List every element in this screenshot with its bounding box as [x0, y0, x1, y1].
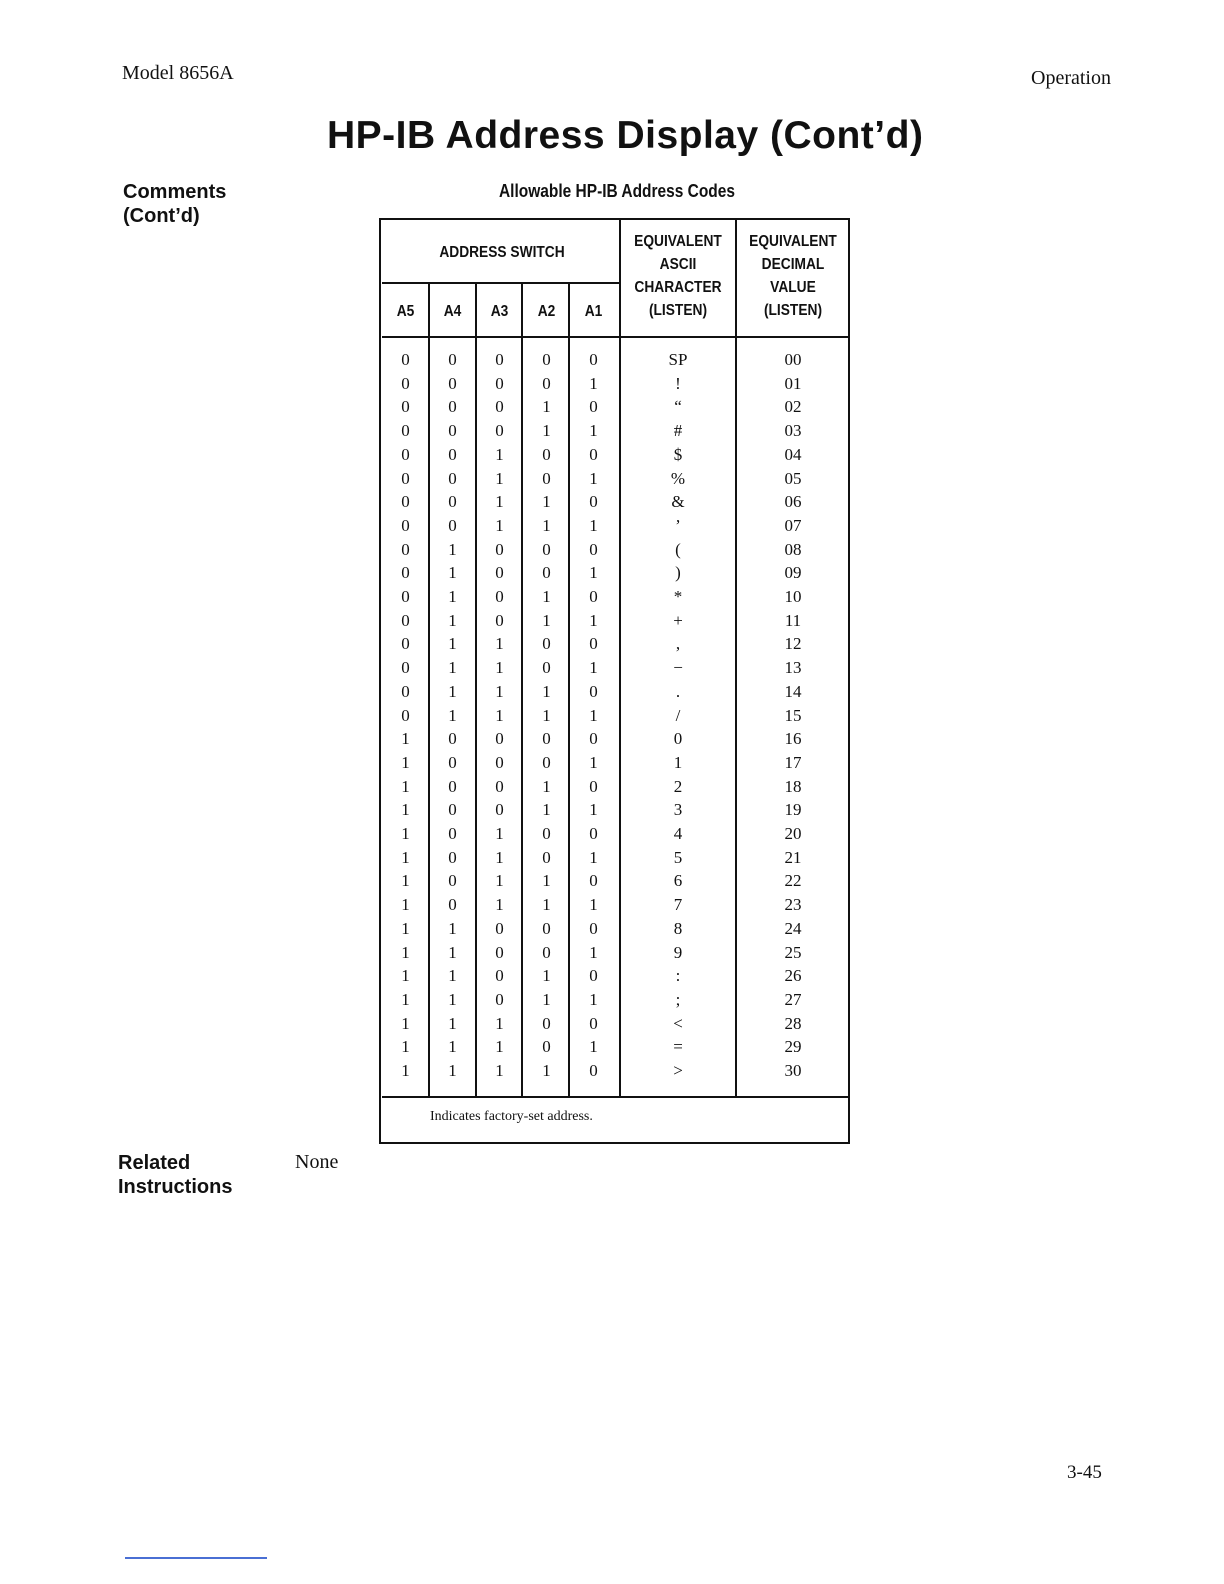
bit-cell-a1: 1	[589, 989, 598, 1009]
bit-cell-a4: 1	[448, 587, 457, 606]
decimal-cell: 16	[784, 729, 802, 749]
bit-cell-a2: 1	[542, 587, 551, 606]
ascii-cell: &	[671, 492, 685, 512]
decimal-cell: 03	[784, 421, 802, 441]
decimal-cell: 30	[784, 1061, 802, 1080]
ascii-cell: *	[673, 587, 683, 606]
bit-cell-a5: 1	[401, 942, 410, 962]
page-number: 3-45	[1067, 1462, 1102, 1483]
bit-cell-a4: 0	[448, 373, 457, 393]
table-footnote: Indicates factory-set address.	[430, 1109, 593, 1124]
bit-cell-a4: 0	[448, 871, 457, 891]
bit-cell-a4: 0	[448, 421, 457, 441]
bit-cell-a1: 1	[589, 610, 598, 630]
ascii-cell: SP	[668, 350, 688, 369]
ascii-cell: $	[673, 444, 683, 464]
ascii-cell: (	[675, 539, 681, 559]
bit-cell-a2: 0	[542, 468, 551, 488]
bit-cell-a5: 1	[401, 966, 410, 986]
bit-cell-a3: 0	[495, 776, 504, 796]
bit-cell-a5: 1	[401, 776, 410, 796]
bit-cell-a3: 1	[495, 634, 504, 654]
bit-cell-a1: 1	[589, 1037, 598, 1057]
decimal-cell: 06	[784, 492, 802, 512]
decimal-cell: 21	[784, 847, 802, 867]
bit-cell-a2: 1	[542, 871, 551, 891]
bit-cell-a2: 0	[542, 824, 551, 843]
bit-cell-a2: 0	[542, 563, 551, 583]
bit-cell-a2: 1	[542, 515, 551, 535]
bit-cell-a4: 0	[448, 397, 457, 417]
bit-cell-a1: 1	[589, 515, 598, 535]
bit-cell-a5: 1	[401, 1037, 410, 1057]
bit-cell-a2: 0	[542, 539, 551, 559]
bit-cell-a3: 0	[495, 729, 504, 749]
decimal-header	[744, 230, 842, 322]
bit-cell-a5: 1	[401, 824, 410, 843]
decimal-cell: 12	[784, 634, 802, 654]
bit-cell-a3: 1	[495, 1013, 504, 1033]
related-heading	[118, 1151, 232, 1199]
decimal-cell: 00	[784, 350, 802, 369]
bit-cell-a5: 1	[401, 847, 410, 867]
bit-cell-a5: 0	[401, 373, 410, 393]
bit-cell-a3: 0	[495, 752, 504, 772]
bit-cell-a5: 0	[401, 444, 410, 464]
decimal-cell: 08	[784, 539, 802, 559]
ascii-cell: )	[675, 563, 681, 583]
bit-cell-a1: 0	[589, 776, 598, 796]
col-header-a2: A2	[537, 303, 556, 320]
bit-cell-a5: 1	[401, 1061, 410, 1080]
decimal-cell: 04	[784, 444, 802, 464]
ascii-cell: −	[673, 658, 683, 678]
bit-cell-a4: 0	[448, 492, 457, 512]
body-bottom-rule	[382, 1096, 848, 1098]
bit-cell-a3: 1	[495, 444, 504, 464]
bit-cell-a1: 1	[589, 705, 598, 725]
bit-cell-a5: 0	[401, 421, 410, 441]
section-label: Operation	[1031, 67, 1111, 89]
decimal-cell: 01	[784, 373, 802, 393]
bit-cell-a1: 0	[589, 634, 598, 654]
bit-cell-a4: 1	[448, 966, 457, 986]
bit-cell-a1: 1	[589, 468, 598, 488]
ascii-cell: %	[670, 468, 686, 488]
decimal-cell: 27	[784, 989, 802, 1009]
bit-cell-a1: 1	[589, 800, 598, 820]
footer-rule	[125, 1557, 267, 1559]
bit-cell-a1: 1	[589, 421, 598, 441]
comments-heading-line1: Comments	[123, 181, 227, 203]
decimal-cell: 23	[784, 895, 802, 915]
ascii-cell: =	[673, 1037, 683, 1057]
bit-cell-a2: 0	[542, 918, 551, 938]
decimal-cell: 24	[784, 918, 802, 938]
bit-cell-a2: 0	[542, 729, 551, 749]
ascii-header-line1: EQUIVALENT	[634, 233, 722, 250]
bit-cell-a2: 1	[542, 966, 551, 986]
bit-cell-a5: 1	[401, 752, 410, 772]
bit-cell-a5: 1	[401, 918, 410, 938]
bit-cell-a4: 1	[448, 705, 457, 725]
page-title: HP-IB Address Display (Cont’d)	[327, 114, 924, 157]
bit-cell-a4: 0	[448, 776, 457, 796]
bit-cell-a5: 0	[401, 350, 410, 369]
bit-cell-a2: 1	[542, 705, 551, 725]
bit-cell-a3: 0	[495, 563, 504, 583]
comments-heading	[123, 180, 226, 228]
ascii-cell: ,	[675, 634, 681, 654]
bit-cell-a2: 1	[542, 1061, 551, 1080]
decimal-cell: 14	[784, 681, 802, 701]
bit-cell-a3: 1	[495, 681, 504, 701]
bit-cell-a1: 0	[589, 966, 598, 986]
bit-cell-a2: 0	[542, 1013, 551, 1033]
ascii-cell: ;	[675, 989, 681, 1009]
bit-cell-a2: 0	[542, 634, 551, 654]
bit-cell-a3: 1	[495, 1037, 504, 1057]
bit-cell-a1: 0	[589, 681, 598, 701]
bit-cell-a2: 1	[542, 421, 551, 441]
bit-cell-a5: 0	[401, 492, 410, 512]
decimal-cell: 09	[784, 563, 802, 583]
bit-cell-a1: 1	[589, 895, 598, 915]
bit-cell-a5: 0	[401, 610, 410, 630]
bit-cell-a3: 1	[495, 515, 504, 535]
ascii-cell: 0	[673, 729, 683, 749]
related-heading-line2: Instructions	[118, 1176, 233, 1198]
bit-cell-a1: 1	[589, 942, 598, 962]
decimal-cell: 19	[784, 800, 802, 820]
decimal-cell: 10	[784, 587, 802, 606]
bit-cell-a1: 0	[589, 729, 598, 749]
bit-cell-a4: 1	[448, 658, 457, 678]
ascii-cell: 1	[673, 752, 683, 772]
bit-cell-a3: 0	[495, 350, 504, 369]
bit-cell-a1: 0	[589, 444, 598, 464]
bit-cell-a4: 0	[448, 350, 457, 369]
decimal-cell: 22	[784, 871, 802, 891]
bit-cell-a5: 0	[401, 563, 410, 583]
bit-cell-a3: 0	[495, 587, 504, 606]
ascii-cell: #	[673, 421, 683, 441]
bit-cell-a5: 0	[401, 539, 410, 559]
bit-cell-a4: 1	[448, 989, 457, 1009]
decimal-header-line4: (LISTEN)	[763, 302, 823, 319]
bit-cell-a2: 0	[542, 373, 551, 393]
bit-cell-a5: 1	[401, 871, 410, 891]
bit-cell-a4: 0	[448, 847, 457, 867]
col-header-a5: A5	[396, 303, 415, 320]
decimal-cell: 15	[784, 705, 802, 725]
bit-cell-a1: 0	[589, 871, 598, 891]
bit-cell-a4: 0	[448, 468, 457, 488]
ascii-cell: 7	[673, 895, 683, 915]
decimal-cell: 28	[784, 1013, 802, 1033]
decimal-cell: 17	[784, 752, 802, 772]
ascii-cell: 9	[673, 942, 683, 962]
bit-cell-a1: 1	[589, 373, 598, 393]
decimal-cell: 26	[784, 966, 802, 986]
decimal-cell: 13	[784, 658, 802, 678]
bit-cell-a1: 0	[589, 824, 598, 843]
bit-cell-a2: 1	[542, 397, 551, 417]
decimal-cell: 20	[784, 824, 802, 843]
ascii-cell: 2	[673, 776, 683, 796]
bit-cell-a1: 0	[589, 918, 598, 938]
bit-cell-a3: 1	[495, 871, 504, 891]
bit-cell-a5: 1	[401, 729, 410, 749]
bit-cell-a3: 0	[495, 397, 504, 417]
col-header-a1: A1	[584, 303, 603, 320]
decimal-header-line1: EQUIVALENT	[749, 233, 837, 250]
ascii-header	[628, 230, 728, 322]
bit-cell-a3: 0	[495, 989, 504, 1009]
bit-cell-a5: 1	[401, 895, 410, 915]
bit-cell-a2: 0	[542, 1037, 551, 1057]
decimal-cell: 11	[784, 610, 802, 630]
bit-cell-a1: 0	[589, 492, 598, 512]
bit-cell-a4: 1	[448, 1061, 457, 1080]
related-heading-line1: Related	[118, 1152, 191, 1174]
bit-cell-a4: 1	[448, 563, 457, 583]
bit-cell-a4: 0	[448, 895, 457, 915]
bit-cell-a2: 0	[542, 350, 551, 369]
bit-cell-a2: 1	[542, 610, 551, 630]
bit-cell-a5: 0	[401, 681, 410, 701]
bit-cell-a2: 1	[542, 800, 551, 820]
ascii-cell: 8	[673, 918, 683, 938]
bit-cell-a3: 1	[495, 705, 504, 725]
decimal-cell: 02	[784, 397, 802, 417]
bit-cell-a1: 0	[589, 539, 598, 559]
bit-cell-a4: 0	[448, 824, 457, 843]
ascii-header-line3: CHARACTER	[634, 279, 722, 296]
bit-cell-a2: 1	[542, 681, 551, 701]
bit-cell-a4: 0	[448, 444, 457, 464]
table-caption: Allowable HP-IB Address Codes	[499, 181, 735, 201]
bit-cell-a4: 0	[448, 515, 457, 535]
ascii-cell: 5	[673, 847, 683, 867]
bit-cell-a4: 1	[448, 1013, 457, 1033]
bit-cell-a1: 0	[589, 587, 598, 606]
col-header-a4: A4	[443, 303, 462, 320]
bit-cell-a5: 0	[401, 515, 410, 535]
decimal-cell: 25	[784, 942, 802, 962]
ascii-cell: 4	[673, 824, 683, 843]
bit-cell-a4: 0	[448, 752, 457, 772]
bit-cell-a4: 1	[448, 539, 457, 559]
bit-cell-a2: 0	[542, 752, 551, 772]
ascii-cell: >	[673, 1061, 683, 1080]
bit-cell-a2: 0	[542, 942, 551, 962]
bit-cell-a2: 0	[542, 444, 551, 464]
bit-cell-a1: 0	[589, 350, 598, 369]
bit-cell-a3: 0	[495, 966, 504, 986]
decimal-cell: 29	[784, 1037, 802, 1057]
bit-cell-a5: 1	[401, 800, 410, 820]
related-text: None	[295, 1151, 339, 1173]
bit-cell-a2: 1	[542, 776, 551, 796]
bit-cell-a4: 1	[448, 681, 457, 701]
comments-heading-line2: (Cont’d)	[123, 205, 200, 227]
ascii-cell: +	[673, 610, 683, 630]
ascii-cell: <	[673, 1013, 683, 1033]
bit-cell-a2: 1	[542, 492, 551, 512]
decimal-cell: 05	[784, 468, 802, 488]
ascii-cell: .	[675, 681, 681, 701]
bit-cell-a3: 0	[495, 800, 504, 820]
ascii-cell: 6	[673, 871, 683, 891]
bit-cell-a4: 0	[448, 729, 457, 749]
bit-cell-a2: 0	[542, 658, 551, 678]
bit-cell-a3: 0	[495, 918, 504, 938]
bit-cell-a1: 1	[589, 847, 598, 867]
bit-cell-a3: 0	[495, 421, 504, 441]
bit-cell-a1: 1	[589, 658, 598, 678]
bit-cell-a5: 0	[401, 397, 410, 417]
bit-cell-a3: 1	[495, 658, 504, 678]
col-header-a3: A3	[490, 303, 509, 320]
bit-cell-a4: 1	[448, 634, 457, 654]
bit-cell-a3: 1	[495, 895, 504, 915]
bit-cell-a1: 0	[589, 397, 598, 417]
bit-cell-a1: 0	[589, 1061, 598, 1080]
bit-cell-a4: 1	[448, 942, 457, 962]
decimal-cell: 07	[784, 515, 802, 535]
bit-cell-a3: 0	[495, 942, 504, 962]
bit-cell-a4: 1	[448, 1037, 457, 1057]
bit-cell-a3: 1	[495, 492, 504, 512]
bit-cell-a3: 1	[495, 824, 504, 843]
bit-cell-a5: 0	[401, 468, 410, 488]
ascii-cell: 3	[673, 800, 683, 820]
ascii-cell: “	[674, 397, 682, 417]
ascii-header-line4: (LISTEN)	[648, 302, 708, 319]
bit-cell-a1: 1	[589, 563, 598, 583]
bit-cell-a5: 0	[401, 587, 410, 606]
bit-cell-a2: 1	[542, 989, 551, 1009]
bit-cell-a2: 0	[542, 847, 551, 867]
bit-cell-a1: 1	[589, 752, 598, 772]
ascii-cell: :	[675, 966, 681, 986]
bit-cell-a3: 0	[495, 610, 504, 630]
bit-cell-a4: 0	[448, 800, 457, 820]
bit-cell-a3: 1	[495, 1061, 504, 1080]
bit-cell-a5: 1	[401, 1013, 410, 1033]
bit-cell-a5: 0	[401, 705, 410, 725]
ascii-cell: ’	[675, 515, 681, 535]
bit-cell-a5: 1	[401, 989, 410, 1009]
bit-cell-a3: 0	[495, 539, 504, 559]
ascii-header-line2: ASCII	[659, 256, 697, 273]
bit-cell-a3: 0	[495, 373, 504, 393]
bit-cell-a3: 1	[495, 468, 504, 488]
decimal-header-line2: DECIMAL	[761, 256, 825, 273]
address-switch-header: ADDRESS SWITCH	[439, 244, 565, 261]
bit-cell-a5: 0	[401, 658, 410, 678]
model-label: Model 8656A	[122, 62, 234, 84]
header-subrule	[382, 282, 620, 284]
decimal-cell: 18	[784, 776, 802, 796]
ascii-cell: !	[675, 373, 681, 393]
bit-cell-a4: 1	[448, 610, 457, 630]
bit-cell-a5: 0	[401, 634, 410, 654]
bit-cell-a2: 1	[542, 895, 551, 915]
bit-cell-a3: 1	[495, 847, 504, 867]
ascii-cell: /	[675, 705, 681, 725]
header-bottom-rule	[382, 336, 848, 338]
bit-cell-a4: 1	[448, 918, 457, 938]
decimal-header-line3: VALUE	[770, 279, 816, 296]
bit-cell-a1: 0	[589, 1013, 598, 1033]
